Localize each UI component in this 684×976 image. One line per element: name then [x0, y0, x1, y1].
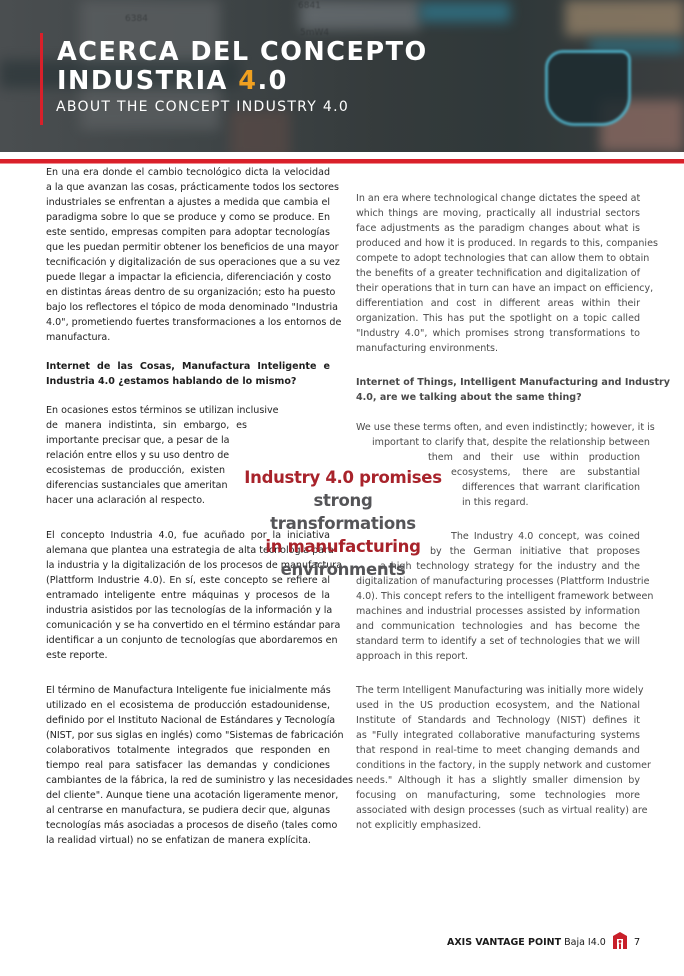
text-line: El concepto Industria 4.0, fue acuñado por la iniciativa	[46, 530, 330, 541]
title-line-2-prefix: INDUSTRIA	[57, 66, 239, 96]
text-line: en distintas áreas dentro de su organización; esto ha puesto	[46, 287, 336, 298]
text-line: the benefits of a greater technification and digitalization of	[356, 268, 640, 279]
title-line-2-suffix: .0	[257, 66, 288, 96]
text-line: as "Fully integrated collaborative manufacturing systems	[356, 730, 640, 741]
text-line: utilizado en el ecosistema de producción estadounidense,	[46, 700, 330, 711]
text-line: 4.0). This concept refers to the intelligent framework between	[356, 591, 654, 602]
text-line: la industria y la digitalización de los procesos de manufactura	[46, 560, 343, 571]
text-line: relación entre ellos y su uso dentro de	[46, 450, 230, 461]
page-title	[57, 38, 428, 96]
vr-goggles-image	[545, 50, 631, 126]
background-image-shape	[420, 2, 510, 22]
text-line: al centrarse en manufactura, se pudiera decir que, algunas	[46, 805, 331, 816]
text-line: The term Intelligent Manufacturing was initially more widely	[356, 685, 644, 696]
title-accent-number: 4	[238, 66, 258, 96]
axis-logo-icon	[613, 932, 627, 949]
text-line: and communication technologies and has become the	[356, 621, 640, 632]
text-line: Internet de las Cosas, Manufactura Inteligente e	[46, 361, 330, 372]
text-line: organization. This has put the spotlight on a topic called	[356, 313, 640, 324]
text-line: not explicitly emphasized.	[356, 820, 482, 831]
title-line-1: ACERCA DEL CONCEPTO	[57, 37, 428, 67]
text-line: that respond in real-time to meet changing demands and	[356, 745, 640, 756]
text-line: 4.0", prometiendo fuertes transformaciones a los entornos de	[46, 317, 342, 328]
pull-quote-line: environments	[280, 560, 406, 579]
text-line: la realidad virtual) no se enfatizan de manera explícita.	[46, 835, 311, 846]
background-number: 5mW4	[300, 28, 330, 38]
text-line: produced and how it is produced. In regards to this, companies	[356, 238, 658, 249]
text-line: ecosystems, there are substantial	[451, 467, 640, 478]
text-line: identificar a un conjunto de tecnologías que abordaremos en	[46, 635, 338, 646]
pull-quote-line: Industry 4.0 promises	[244, 468, 442, 487]
text-line: compete to adopt technologies that can allow them to obtain	[356, 253, 650, 264]
text-line: focusing on manufacturing, some technologies more	[356, 790, 640, 801]
text-line: their operations that in turn can have an impact on efficiency,	[356, 283, 654, 294]
text-line: manufacturing environments.	[356, 343, 499, 354]
text-line: definido por el Instituto Nacional de Estándares y Tecnología	[46, 715, 336, 726]
text-line: de manera indistinta, sin embargo, es	[46, 420, 247, 431]
text-line: a high technology strategy for the industry and the	[380, 561, 640, 572]
text-line: (Plattform Industrie 4.0). En sí, este concepto se refiere al	[46, 575, 330, 586]
text-line: differences that warrant clarification	[462, 482, 640, 493]
text-line: by the German initiative that proposes	[430, 546, 640, 557]
text-line: paradigma sobre lo que se produce y como se produce. En	[46, 212, 330, 223]
text-line: diferencias sustanciales que ameritan	[46, 480, 228, 491]
text-line: conditions in the factory, in the supply network and customer	[356, 760, 651, 771]
background-image-shape	[230, 110, 290, 152]
text-line: machines and industrial processes assisted by information	[356, 606, 640, 617]
text-line: El término de Manufactura Inteligente fue inicialmente más	[46, 685, 331, 696]
text-line: We use these terms often, and even indistinctly; however, it is	[356, 422, 655, 433]
text-line: tecnificación y digitalización de sus operaciones que a su vez	[46, 257, 340, 268]
text-line: En una era donde el cambio tecnológico dicta la velocidad	[46, 167, 330, 178]
footer-brand: AXIS VANTAGE POINT	[447, 937, 562, 948]
text-line: industria asistidos por las tecnologías de la información y la	[46, 605, 333, 616]
text-line: Institute of Standards and Technology (NIST) defines it	[356, 715, 640, 726]
text-line: 4.0, are we talking about the same thing?	[356, 392, 582, 403]
text-line: este sentido, empresas compiten para adoptar tecnologías	[46, 227, 330, 238]
text-line: in this regard.	[462, 497, 529, 508]
text-line: tecnologías más asociadas a procesos de diseño (tales como	[46, 820, 338, 831]
text-line: del cliente". Aunque tiene una acotación ligeramente menor,	[46, 790, 339, 801]
text-line: hacer una aclaración al respecto.	[46, 495, 205, 506]
text-line: In an era where technological change dictates the speed at	[356, 193, 641, 204]
text-line: colaborativos totalmente integrados que responden en	[46, 745, 330, 756]
text-line: important to clarify that, despite the relationship between	[372, 437, 650, 448]
text-line: bajo los reflectores el tópico de moda denominado "Industria	[46, 302, 339, 313]
text-line: used in the US production ecosystem, and the National	[356, 700, 640, 711]
pull-quote	[238, 466, 448, 581]
text-line: them and their use within production	[428, 452, 640, 463]
text-line: standard term to identify a set of technologies that we will	[356, 636, 640, 647]
text-line: differentiation and cost in different areas within their	[356, 298, 640, 309]
text-line: comunicación y se ha convertido en el término estándar para	[46, 620, 341, 631]
background-number: 6384	[125, 14, 148, 24]
page-footer	[447, 934, 640, 951]
text-line: este reporte.	[46, 650, 108, 661]
text-line: needs." Although it has a slightly smaller dimension by	[356, 775, 640, 786]
text-line: face adjustments as the paradigm changes about what is	[356, 223, 640, 234]
background-number: 6841	[298, 1, 321, 11]
page-number: 7	[633, 937, 641, 948]
pull-quote-line: strong transformations	[270, 491, 416, 533]
text-line: approach in this report.	[356, 651, 469, 662]
text-line: alemana que plantea una estrategia de alta tecnología para	[46, 545, 334, 556]
text-line: which things are moving, practically all industrial sectors	[356, 208, 640, 219]
text-line: cambiantes de la fábrica, la red de suministro y las necesidades	[46, 775, 354, 786]
header-divider-shadow	[0, 163, 684, 164]
text-line: "Industry 4.0", which promises strong transformations to	[356, 328, 640, 339]
text-line: Internet of Things, Intelligent Manufacturing and Industry	[356, 377, 670, 388]
text-line: entramado inteligente entre máquinas y procesos de la	[46, 590, 330, 601]
text-line: ecosistemas de producción, existen	[46, 465, 225, 476]
background-image-shape	[565, 0, 684, 36]
footer-publication: Baja I4.0	[564, 937, 606, 948]
text-line: En ocasiones estos términos se utilizan inclusive	[46, 405, 279, 416]
text-line: industriales se enfrentan a ajustes a medida que cambia el	[46, 197, 330, 208]
page-subtitle: ABOUT THE CONCEPT INDUSTRY 4.0	[56, 99, 350, 115]
text-line: tiempo real para satisfacer las demandas y condiciones	[46, 760, 330, 771]
text-line: que les puedan permitir obtener los beneficios de una mayor	[46, 242, 339, 253]
pull-quote-line: in manufacturing	[265, 537, 421, 556]
text-line: associated with design processes (such as virtual reality) are	[356, 805, 648, 816]
text-line: puede llegar a impactar la eficiencia, diferenciación y costo	[46, 272, 332, 283]
title-accent-bar	[40, 33, 43, 125]
text-line: importante precisar que, a pesar de la	[46, 435, 230, 446]
text-line: The Industry 4.0 concept, was coined	[451, 531, 640, 542]
text-line: (NIST, por sus siglas en inglés) como "Sistemas de fabricación	[46, 730, 344, 741]
header-banner	[0, 0, 684, 152]
text-line: Industria 4.0 ¿estamos hablando de lo mismo?	[46, 376, 297, 387]
text-line: a la que avanzan las cosas, prácticamente todos los sectores	[46, 182, 339, 193]
text-line: digitalization of manufacturing processes (Plattform Industrie	[356, 576, 650, 587]
text-line: manufactura.	[46, 332, 111, 343]
